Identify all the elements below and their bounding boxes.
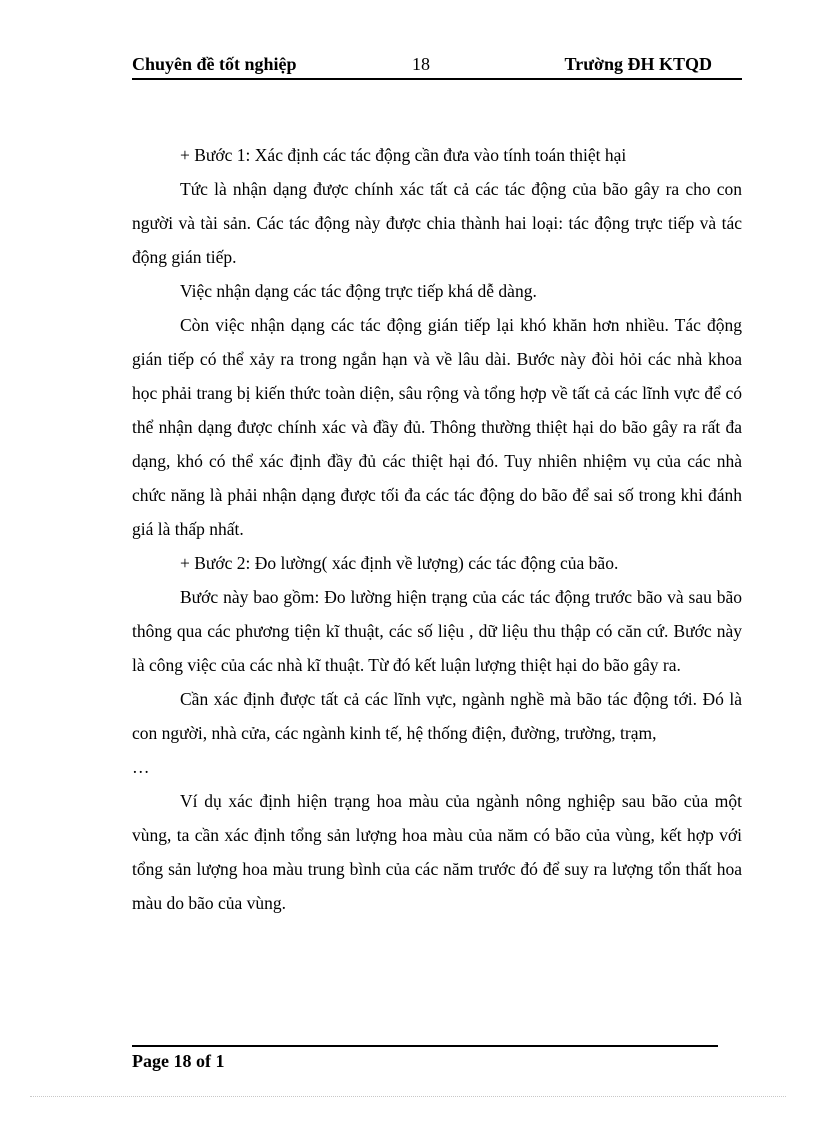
header-university: Trường ĐH KTQD — [564, 54, 712, 74]
paragraph: Cần xác định được tất cả các lĩnh vực, ngành nghề mà bão tác động tới. Đó là con người, nhà cửa, các ngành kinh tế, hệ thống điện, đường, trường, trạm, — [132, 689, 742, 743]
page-bottom-edge — [30, 1096, 786, 1097]
paragraph-step-1: + Bước 1: Xác định các tác động cần đưa vào tính toán thiệt hại — [180, 145, 627, 165]
paragraph: Ví dụ xác định hiện trạng hoa màu của ngành nông nghiệp sau bão của một vùng, ta cần xác định tổng sản lượng hoa màu của năm có bão của vùng, kết hợp với tổng sản lượng hoa màu trung bình của các năm trước đó để suy ra lượng tổn thất hoa màu do bão của vùng. — [132, 791, 742, 913]
header-page-number: 18 — [412, 54, 430, 74]
paragraph-step-2: + Bước 2: Đo lường( xác định về lượng) các tác động của bão. — [180, 553, 619, 573]
paragraph: Việc nhận dạng các tác động trực tiếp khá dễ dàng. — [180, 281, 537, 301]
paragraph: Tức là nhận dạng được chính xác tất cả các tác động của bão gây ra cho con người và tài sản. Các tác động này được chia thành hai loại: tác động trực tiếp và tác động gián tiếp. — [132, 179, 742, 267]
header-document-title: Chuyên đề tốt nghiệp — [132, 54, 297, 74]
footer-divider — [132, 1045, 718, 1047]
document-body — [132, 138, 742, 920]
page-header — [132, 52, 742, 80]
paragraph: Còn việc nhận dạng các tác động gián tiếp lại khó khăn hơn nhiều. Tác động gián tiếp có thể xảy ra trong ngắn hạn và về lâu dài. Bước này đòi hỏi các nhà khoa học phải trang bị kiến thức toàn diện, sâu rộng và tổng hợp về tất cả các lĩnh vực để có thể nhận dạng được chính xác và đầy đủ. Thông thường thiệt hại do bão gây ra rất đa dạng, khó có thể xác định đầy đủ các thiệt hại đó. Tuy nhiên nhiệm vụ của các nhà chức năng là phải nhận dạng được tối đa các tác động do bão để sai số trong khi đánh giá là thấp nhất. — [132, 315, 742, 539]
ellipsis-line: … — [132, 757, 150, 777]
paragraph: Bước này bao gồm: Đo lường hiện trạng của các tác động trước bão và sau bão thông qua các phương tiện kĩ thuật, các số liệu , dữ liệu thu thập có căn cứ. Bước này là công việc của các nhà kĩ thuật. Từ đó kết luận lượng thiệt hại do bão gây ra. — [132, 587, 742, 675]
footer-page-label: Page 18 of 1 — [132, 1051, 225, 1071]
